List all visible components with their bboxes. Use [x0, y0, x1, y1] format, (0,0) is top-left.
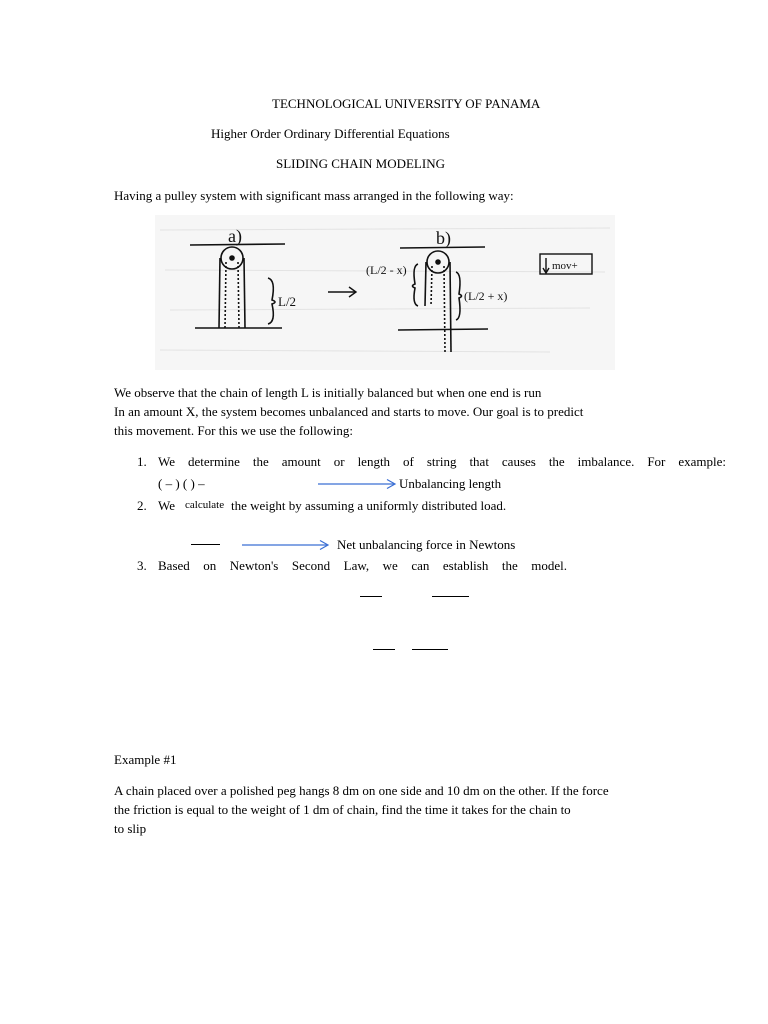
equation-blank-3 [373, 649, 395, 650]
step-2-we: We [158, 498, 175, 513]
step-2-arrow [242, 539, 332, 551]
course-title: Higher Order Ordinary Differential Equations [211, 126, 450, 141]
step-2-calculate: calculate [185, 499, 225, 511]
unbalancing-length-label: Unbalancing length [399, 476, 502, 491]
example-line-2: the friction is equal to the weight of 1 dm of chain, find the time it takes for the chain to [114, 802, 571, 817]
half-length-label: L/2 [278, 294, 297, 309]
movement-label: mov+ [552, 260, 578, 272]
equation-blank-1 [360, 596, 382, 597]
step-1-number: 1. [137, 454, 147, 469]
body-line-3: this movement. For this we use the following: [114, 423, 354, 438]
example-line-1: A chain placed over a polished peg hangs 8 dm on one side and 10 dm on the other. If the force [114, 783, 609, 798]
step-1-formula: ( – ) ( ) – [158, 476, 205, 491]
step-2-blank [191, 544, 220, 545]
institution-title: TECHNOLOGICAL UNIVERSITY OF PANAMA [272, 96, 541, 111]
right-length-label: (L/2 + x) [464, 289, 508, 303]
label-a: a) [228, 226, 242, 246]
step-1-arrow [318, 478, 398, 490]
topic-title: SLIDING CHAIN MODELING [276, 156, 445, 171]
left-length-label: (L/2 - x) [366, 263, 407, 277]
label-b: b) [436, 228, 451, 248]
step-1-text: We determine the amount or length of string that causes the imbalance. For example: [158, 454, 726, 469]
step-3-text: Based on Newton's Second Law, we can establish the model. [158, 558, 567, 573]
body-line-2: In an amount X, the system becomes unbalanced and starts to move. Our goal is to predict [114, 404, 584, 419]
step-2-text: the weight by assuming a uniformly distributed load. [231, 498, 507, 513]
equation-blank-2 [432, 596, 469, 597]
equation-blank-4 [412, 649, 448, 650]
example-title: Example #1 [114, 752, 177, 767]
step-2-number: 2. [137, 498, 147, 513]
step-3-number: 3. [137, 558, 147, 573]
intro-text: Having a pulley system with significant mass arranged in the following way: [114, 188, 514, 203]
pulley-figure [150, 210, 620, 378]
net-force-label: Net unbalancing force in Newtons [337, 537, 516, 552]
body-line-1: We observe that the chain of length L is initially balanced but when one end is run [114, 385, 542, 400]
example-line-3: to slip [114, 821, 147, 836]
